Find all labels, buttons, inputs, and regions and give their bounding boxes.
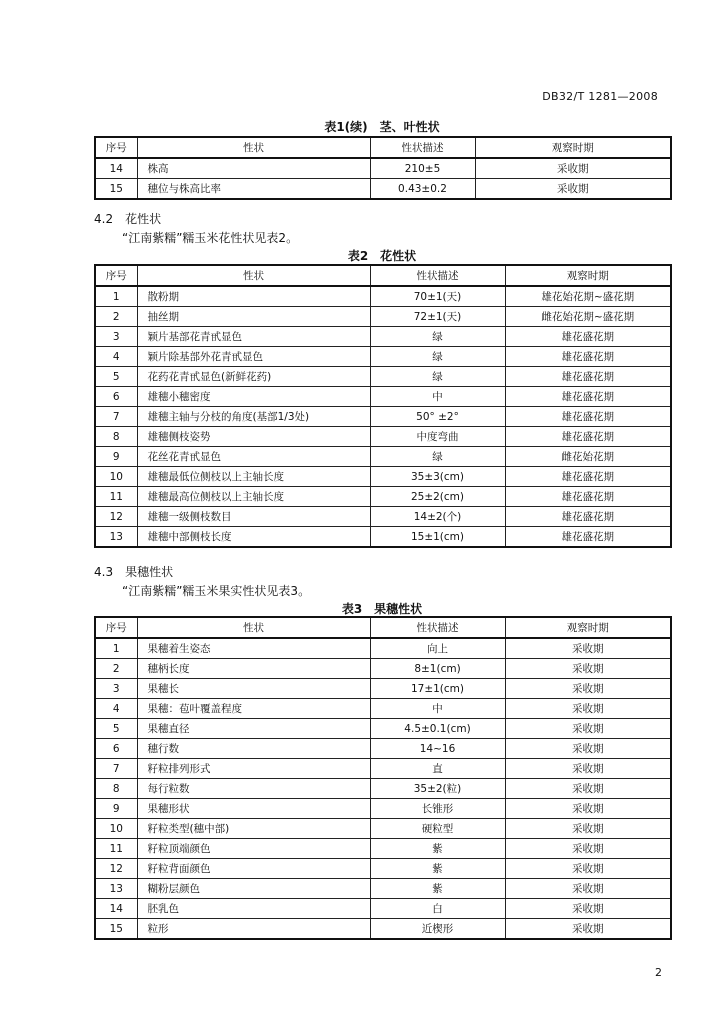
section-4-3-title: 4.3 果穗性状 (94, 565, 174, 579)
cell-period: 采收期 (505, 879, 671, 899)
table-row (95, 327, 671, 347)
cell-description: 绿 (370, 447, 505, 467)
table-row (95, 507, 671, 527)
cell-period: 采收期 (505, 739, 671, 759)
cell-period: 采收期 (505, 699, 671, 719)
table-row (95, 527, 671, 548)
cell-trait: 颖片基部花青甙显色 (137, 327, 370, 347)
table-header-row (95, 617, 671, 638)
cell-description: 中度弯曲 (370, 427, 505, 447)
cell-period: 采收期 (505, 679, 671, 699)
table-row (95, 919, 671, 940)
cell-period: 雄花盛花期 (505, 507, 671, 527)
cell-description: 长锥形 (370, 799, 505, 819)
cell-description: 中 (370, 387, 505, 407)
cell-index: 9 (95, 447, 137, 467)
cell-period: 采收期 (505, 899, 671, 919)
cell-index: 3 (95, 327, 137, 347)
cell-index: 11 (95, 839, 137, 859)
cell-index: 12 (95, 859, 137, 879)
cell-period: 采收期 (505, 919, 671, 940)
cell-description: 72±1(天) (370, 307, 505, 327)
table-row (95, 387, 671, 407)
cell-period: 雄花盛花期 (505, 407, 671, 427)
cell-period: 采收期 (475, 179, 671, 200)
document-number: DB32/T 1281—2008 (542, 90, 658, 103)
cell-trait: 果穗：苞叶覆盖程度 (137, 699, 370, 719)
table-header-row (95, 137, 671, 158)
table-row (95, 447, 671, 467)
cell-index: 15 (95, 179, 137, 200)
cell-trait: 糊粉层颜色 (137, 879, 370, 899)
cell-description: 35±3(cm) (370, 467, 505, 487)
cell-trait: 雄穗中部侧枝长度 (137, 527, 370, 548)
cell-index: 11 (95, 487, 137, 507)
cell-trait: 穗行数 (137, 739, 370, 759)
cell-index: 8 (95, 427, 137, 447)
cell-description: 紫 (370, 859, 505, 879)
section-4-3-paragraph: “江南紫糯”糯玉米果实性状见表3。 (122, 584, 311, 598)
cell-description: 中 (370, 699, 505, 719)
section-4-2-title: 4.2 花性状 (94, 212, 162, 226)
table2-caption: 表2 花性状 (347, 249, 417, 263)
cell-description: 35±2(粒) (370, 779, 505, 799)
cell-trait: 株高 (137, 158, 370, 179)
cell-period: 采收期 (505, 659, 671, 679)
cell-trait: 花丝花青甙显色 (137, 447, 370, 467)
cell-trait: 穗位与株高比率 (137, 179, 370, 200)
cell-trait: 花药花青甙显色(新鲜花药) (137, 367, 370, 387)
table-row (95, 859, 671, 879)
cell-period: 采收期 (505, 719, 671, 739)
cell-period: 雄花盛花期 (505, 367, 671, 387)
cell-trait: 籽粒排列形式 (137, 759, 370, 779)
cell-period: 雄花盛花期 (505, 487, 671, 507)
table-row (95, 839, 671, 859)
column-header-period: 观察时期 (505, 265, 671, 286)
cell-trait: 果穗直径 (137, 719, 370, 739)
cell-description: 50° ±2° (370, 407, 505, 427)
table-row (95, 679, 671, 699)
cell-description: 210±5 (370, 158, 475, 179)
column-header-description: 性状描述 (370, 137, 475, 158)
cell-description: 4.5±0.1(cm) (370, 719, 505, 739)
table-row (95, 407, 671, 427)
cell-index: 1 (95, 638, 137, 659)
cell-index: 5 (95, 367, 137, 387)
cell-description: 绿 (370, 367, 505, 387)
cell-description: 紫 (370, 839, 505, 859)
cell-description: 15±1(cm) (370, 527, 505, 548)
cell-index: 2 (95, 659, 137, 679)
table-row (95, 739, 671, 759)
column-header-period: 观察时期 (505, 617, 671, 638)
table1-caption: 表1(续) 茎、叶性状 (324, 120, 440, 134)
column-header-period: 观察时期 (475, 137, 671, 158)
cell-period: 雌花始花期 (505, 447, 671, 467)
cell-description: 70±1(天) (370, 286, 505, 307)
page-number: 2 (655, 966, 662, 979)
table-row (95, 467, 671, 487)
cell-description: 直 (370, 759, 505, 779)
cell-index: 5 (95, 719, 137, 739)
cell-index: 13 (95, 527, 137, 548)
table-row (95, 899, 671, 919)
cell-period: 采收期 (505, 819, 671, 839)
cell-description: 14±2(个) (370, 507, 505, 527)
cell-trait: 籽粒背面颜色 (137, 859, 370, 879)
cell-description: 近楔形 (370, 919, 505, 940)
cell-period: 采收期 (505, 779, 671, 799)
cell-index: 4 (95, 347, 137, 367)
cell-trait: 雄穗最高位侧枝以上主轴长度 (137, 487, 370, 507)
column-header-index: 序号 (95, 137, 137, 158)
table-row (95, 158, 671, 179)
cell-period: 雄花盛花期 (505, 327, 671, 347)
cell-period: 雄花始花期~盛花期 (505, 286, 671, 307)
column-header-trait: 性状 (137, 265, 370, 286)
cell-period: 雄花盛花期 (505, 427, 671, 447)
table3-caption: 表3 果穗性状 (341, 602, 423, 616)
cell-trait: 籽粒顶端颜色 (137, 839, 370, 859)
column-header-trait: 性状 (137, 137, 370, 158)
table-row (95, 759, 671, 779)
cell-description: 硬粒型 (370, 819, 505, 839)
cell-trait: 雄穗一级侧枝数目 (137, 507, 370, 527)
table-row (95, 367, 671, 387)
cell-index: 10 (95, 467, 137, 487)
cell-period: 雌花始花期~盛花期 (505, 307, 671, 327)
table-row (95, 659, 671, 679)
cell-period: 采收期 (505, 859, 671, 879)
cell-index: 6 (95, 739, 137, 759)
cell-trait: 雄穗小穗密度 (137, 387, 370, 407)
cell-index: 4 (95, 699, 137, 719)
table-row (95, 286, 671, 307)
cell-trait: 每行粒数 (137, 779, 370, 799)
table-row (95, 307, 671, 327)
table-row (95, 179, 671, 200)
cell-period: 采收期 (505, 839, 671, 859)
cell-period: 雄花盛花期 (505, 467, 671, 487)
section-4-2-paragraph: “江南紫糯”糯玉米花性状见表2。 (122, 231, 299, 245)
column-header-description: 性状描述 (370, 617, 505, 638)
cell-description: 17±1(cm) (370, 679, 505, 699)
cell-description: 绿 (370, 327, 505, 347)
cell-period: 雄花盛花期 (505, 527, 671, 548)
cell-trait: 果穗长 (137, 679, 370, 699)
table-header-row (95, 265, 671, 286)
table-row (95, 779, 671, 799)
cell-index: 13 (95, 879, 137, 899)
cell-description: 白 (370, 899, 505, 919)
cell-period: 雄花盛花期 (505, 387, 671, 407)
cell-period: 采收期 (505, 799, 671, 819)
table-row (95, 487, 671, 507)
cell-trait: 胚乳色 (137, 899, 370, 919)
cell-trait: 雄穗侧枝姿势 (137, 427, 370, 447)
cell-index: 3 (95, 679, 137, 699)
cell-period: 采收期 (475, 158, 671, 179)
cell-trait: 穗柄长度 (137, 659, 370, 679)
table-row (95, 819, 671, 839)
cell-index: 7 (95, 407, 137, 427)
cell-trait: 果穗形状 (137, 799, 370, 819)
cell-index: 2 (95, 307, 137, 327)
column-header-index: 序号 (95, 265, 137, 286)
cell-trait: 散粉期 (137, 286, 370, 307)
cell-period: 雄花盛花期 (505, 347, 671, 367)
cell-description: 向上 (370, 638, 505, 659)
cell-index: 12 (95, 507, 137, 527)
cell-description: 25±2(cm) (370, 487, 505, 507)
cell-index: 14 (95, 899, 137, 919)
cell-description: 8±1(cm) (370, 659, 505, 679)
cell-index: 1 (95, 286, 137, 307)
table-row (95, 638, 671, 659)
table-row (95, 427, 671, 447)
table2 (94, 264, 672, 548)
cell-trait: 果穗着生姿态 (137, 638, 370, 659)
table1 (94, 136, 672, 200)
cell-description: 14~16 (370, 739, 505, 759)
column-header-index: 序号 (95, 617, 137, 638)
table-row (95, 879, 671, 899)
table-row (95, 699, 671, 719)
column-header-trait: 性状 (137, 617, 370, 638)
cell-period: 采收期 (505, 759, 671, 779)
cell-index: 9 (95, 799, 137, 819)
cell-trait: 颖片除基部外花青甙显色 (137, 347, 370, 367)
cell-description: 紫 (370, 879, 505, 899)
cell-trait: 雄穗主轴与分枝的角度(基部1/3处) (137, 407, 370, 427)
cell-trait: 雄穗最低位侧枝以上主轴长度 (137, 467, 370, 487)
cell-trait: 粒形 (137, 919, 370, 940)
cell-index: 10 (95, 819, 137, 839)
cell-index: 7 (95, 759, 137, 779)
table-row (95, 347, 671, 367)
cell-index: 8 (95, 779, 137, 799)
cell-trait: 抽丝期 (137, 307, 370, 327)
cell-index: 6 (95, 387, 137, 407)
cell-trait: 籽粒类型(穗中部) (137, 819, 370, 839)
cell-period: 采收期 (505, 638, 671, 659)
cell-description: 绿 (370, 347, 505, 367)
table-row (95, 719, 671, 739)
table3 (94, 616, 672, 940)
cell-description: 0.43±0.2 (370, 179, 475, 200)
cell-index: 14 (95, 158, 137, 179)
table-row (95, 799, 671, 819)
cell-index: 15 (95, 919, 137, 940)
column-header-description: 性状描述 (370, 265, 505, 286)
